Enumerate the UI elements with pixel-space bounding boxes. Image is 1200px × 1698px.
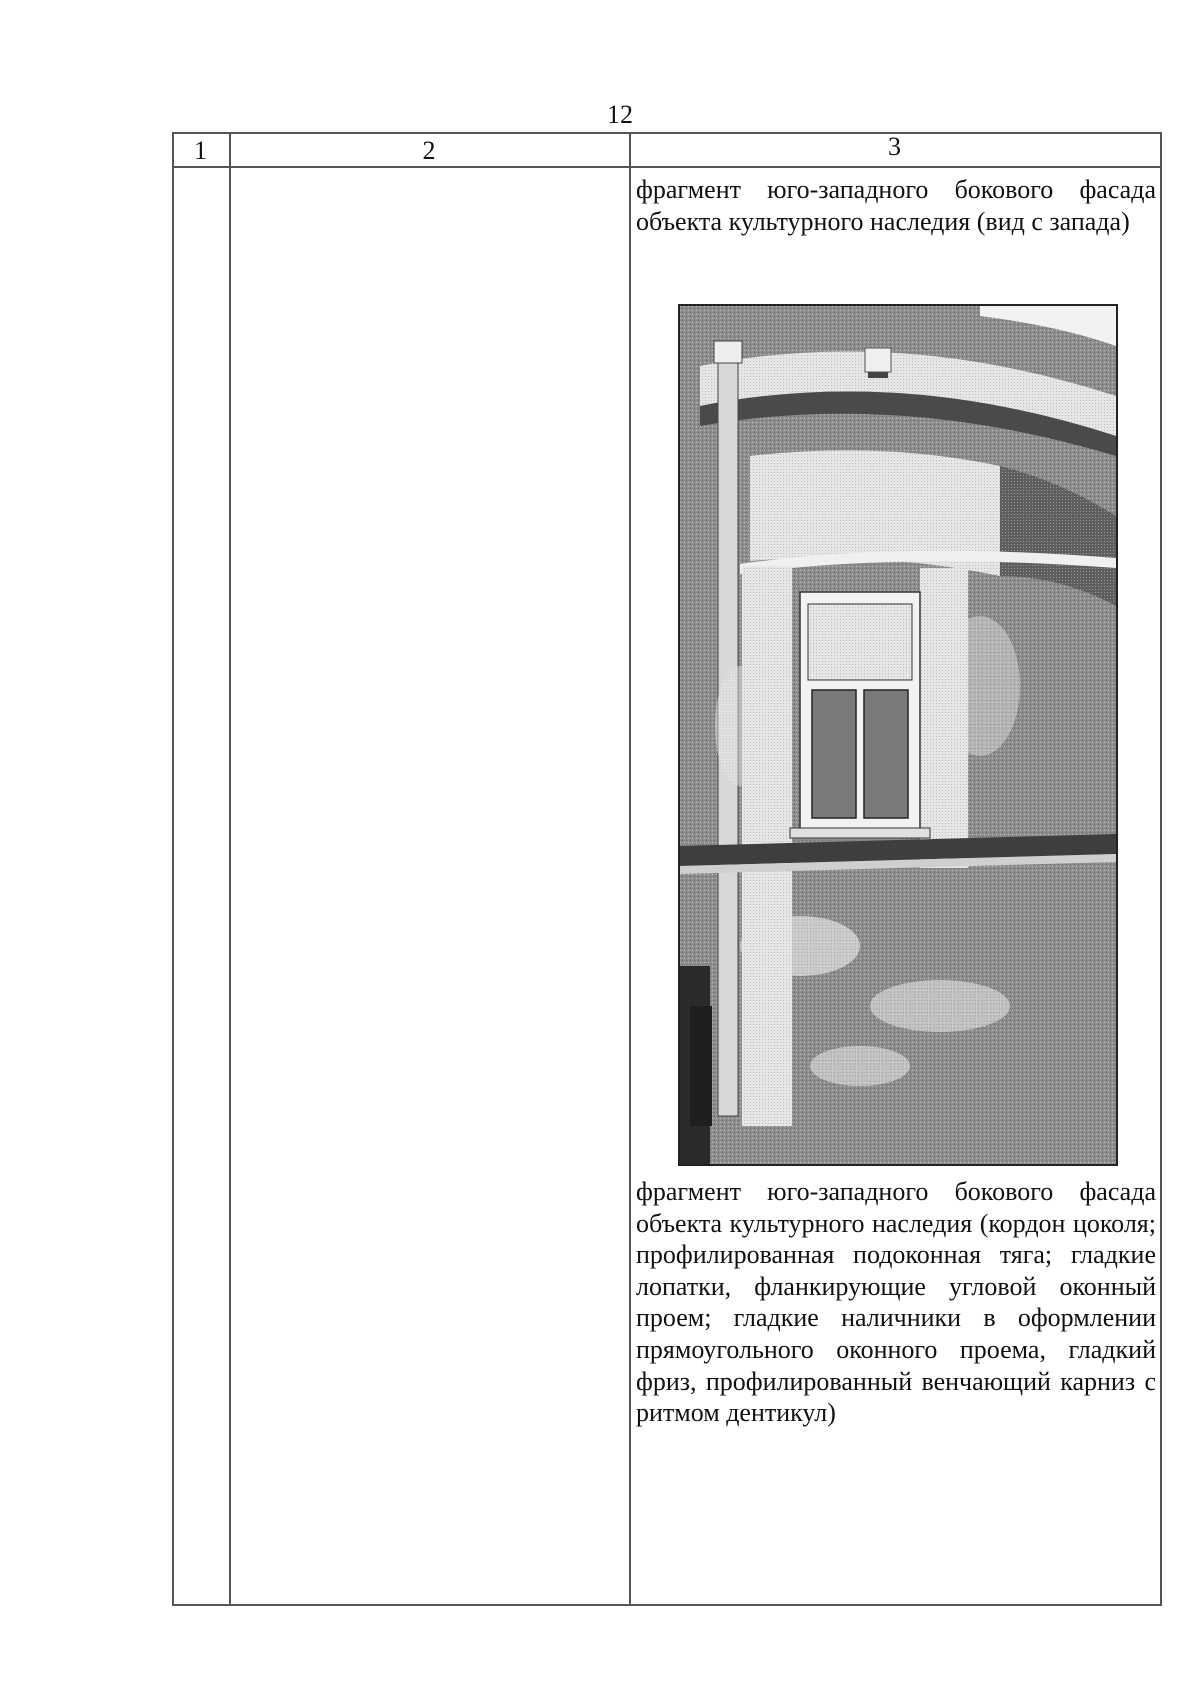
table-border-header-bottom	[172, 166, 1162, 168]
heritage-table	[172, 132, 1162, 1606]
caption-bottom: фрагмент юго-западного бокового фасада объекта культурного наследия (кордон цоколя; профилированная подоконная тяга; гладкие лопатки, фланкирующие угловой оконный проем; гладкие наличники в оформлении прямоугольного оконного проема, гладкий фриз, профилированный венчающий карниз с ритмом дентикул)	[636, 1177, 1156, 1428]
header-cell-2: 2	[422, 136, 436, 165]
caption-top: фрагмент юго-западного бокового фасада объекта культурного наследия (вид с запада)	[636, 175, 1156, 236]
facade-photo-image	[680, 306, 1116, 1164]
header-cell-1: 1	[194, 136, 207, 165]
facade-photo	[678, 304, 1118, 1166]
table-divider-col2	[629, 132, 631, 1606]
table-border-left	[172, 132, 174, 1606]
table-border-bottom	[172, 1604, 1162, 1606]
table-divider-col1	[229, 132, 231, 1606]
page-number-text: 12	[607, 100, 633, 129]
header-cell-3: 3	[888, 132, 901, 161]
table-border-right	[1160, 132, 1162, 1606]
